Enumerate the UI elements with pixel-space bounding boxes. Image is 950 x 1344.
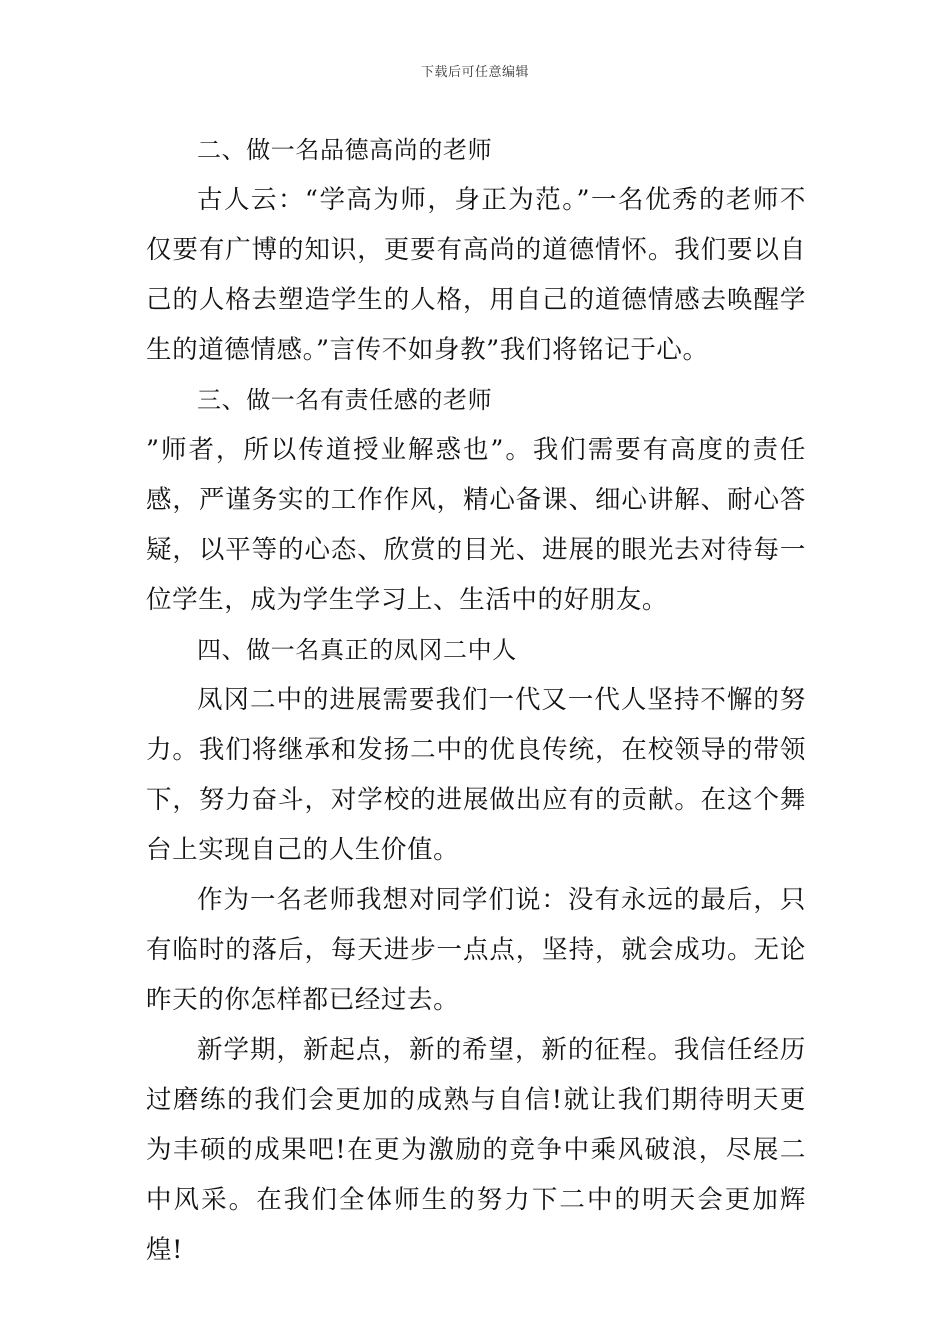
paragraph-message-to-students: 作为一名老师我想对同学们说：没有永远的最后，只有临时的落后，每天进步一点点，坚持，就会成功。无论昨天的你怎样都已经过去。 [146, 885, 806, 1015]
page-header-note: 下载后可任意编辑 [420, 65, 529, 80]
paragraph-virtue: 古人云：“学高为师，身正为范。”一名优秀的老师不仅要有广博的知识，更要有高尚的道德情怀。我们要以自己的人格去塑造学生的人格，用自己的道德情感去唤醒学生的道德情感。”言传不如身教”我们将铭记于心。 [146, 185, 806, 365]
paragraph-new-semester: 新学期，新起点，新的希望，新的征程。我信任经历过磨练的我们会更加的成熟与自信!就让我们期待明天更为丰硕的成果吧!在更为激励的竞争中乘风破浪，尽展二中风采。在我们全体师生的努力下二中的明天会更加辉煌! [146, 1035, 806, 1265]
section-heading-3: 三、做一名有责任感的老师 [197, 386, 493, 414]
section-heading-2: 二、做一名品德高尚的老师 [197, 136, 493, 164]
paragraph-responsibility: ”师者，所以传道授业解惑也”。我们需要有高度的责任感，严谨务实的工作作风，精心备课、细心讲解、耐心答疑，以平等的心态、欣赏的目光、进展的眼光去对待每一位学生，成为学生学习上、生活中的好朋友。 [146, 435, 806, 615]
paragraph-school-development: 凤冈二中的进展需要我们一代又一代人坚持不懈的努力。我们将继承和发扬二中的优良传统，在校领导的带领下，努力奋斗，对学校的进展做出应有的贡献。在这个舞台上实现自己的人生价值。 [146, 685, 806, 865]
section-heading-4: 四、做一名真正的凤冈二中人 [197, 636, 517, 664]
document-body [146, 125, 806, 1275]
